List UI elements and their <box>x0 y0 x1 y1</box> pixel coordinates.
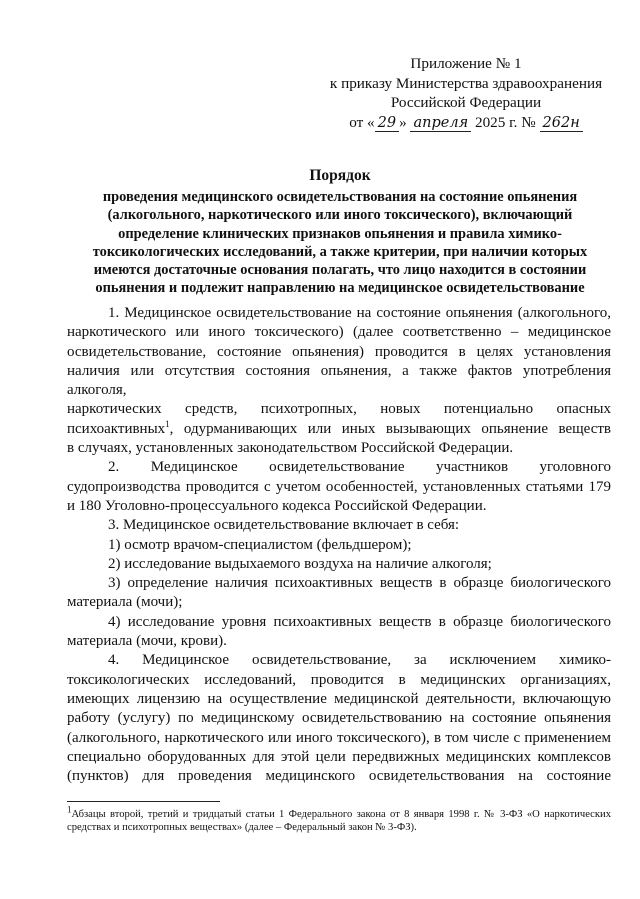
list-item-4-last-line: материала (мочи, крови). <box>67 633 227 650</box>
document-body <box>67 304 611 786</box>
appendix-number: Приложение № 1 <box>410 55 522 72</box>
title-line: имеются достаточные основания полагать, что лицо находится в состоянии <box>93 262 587 279</box>
appendix-date-line <box>320 113 612 133</box>
title-line: проведения медицинского освидетельствования на состояние опьянения <box>102 189 578 206</box>
paragraph-1-line-footnoted <box>67 420 611 439</box>
paragraph-4-line: (пунктов) для проведения медицинского освидетельствования на состояние <box>67 768 611 785</box>
paragraph-1-line: освидетельствование, состояние опьянения) проводится в целях установления <box>67 343 611 360</box>
paragraph-4-line: специально оборудованных для этой цели передвижных медицинских комплексов <box>67 748 611 765</box>
list-item-2: 2) исследование выдыхаемого воздуха на наличие алкоголя; <box>108 555 492 572</box>
list-item-3-last-line: материала (мочи); <box>67 594 183 611</box>
paragraph-1-continuation: , одурманивающих или иных вызывающих опьянение веществ <box>169 420 611 437</box>
title-line: определение клинических признаков опьянения и правила химико- <box>118 225 562 242</box>
paragraph-4-line: 4. Медицинское освидетельствование, за исключением химико- <box>108 652 611 669</box>
title-heading: Порядок <box>309 167 371 184</box>
footnote-number: 1 <box>67 804 72 815</box>
footnote-text: Абзацы второй, третий и тридцатый статьи 1 Федерального закона от 8 января 1998 г. № 3-ФЗ «О наркотических <box>71 809 611 820</box>
footnote-line: средствах и психотропных веществах» (далее – Федеральный закон № 3-ФЗ). <box>67 822 417 833</box>
handwritten-month: апреля <box>410 115 471 132</box>
appendix-order-ref: к приказу Министерства здравоохранения <box>329 74 603 92</box>
paragraph-2-line: 2. Медицинское освидетельствование участников уголовного <box>108 459 611 476</box>
footnoted-word: психоактивных <box>67 420 166 437</box>
paragraph-4-line: работу (услугу) по медицинскому освидетельствованию на состояние опьянения <box>67 710 611 727</box>
footnote-separator <box>67 801 220 802</box>
list-item-3-line: 3) определение наличия психоактивных веществ в образце биологического <box>108 575 611 592</box>
paragraph-3: 3. Медицинское освидетельствование включает в себя: <box>108 517 460 534</box>
title-line: опьянения и подлежит направлению на медицинское освидетельствование <box>95 280 585 297</box>
handwritten-day: 29 <box>375 115 399 132</box>
paragraph-2-line: судопроизводства проводится с учетом особенностей, установленных статьями 179 <box>67 478 611 495</box>
date-year: 2025 г. № <box>471 113 540 131</box>
title-line: (алкогольного, наркотического или иного токсического), включающий <box>107 207 573 224</box>
list-item-4-line: 4) исследование уровня психоактивных веществ в образце биологического <box>108 613 611 630</box>
paragraph-1-line: наркотического или иного токсического) (далее соответственно – медицинское <box>67 324 611 341</box>
title-line: токсикологических исследований, а также критерии, при наличии которых <box>92 243 588 260</box>
appendix-country: Российской Федерации <box>390 94 542 111</box>
footnote <box>67 804 611 834</box>
paragraph-1-last-line: в случаях, установленных законодательством Российской Федерации. <box>67 440 514 457</box>
date-mid: » <box>399 113 411 131</box>
list-item-1: 1) осмотр врачом-специалистом (фельдшером); <box>108 536 412 553</box>
paragraph-2-last-line: и 180 Уголовно-процессуального кодекса Российской Федерации. <box>67 497 487 514</box>
paragraph-1-line: 1. Медицинское освидетельствование на состояние опьянения (алкогольного, <box>108 305 611 321</box>
footnote-marker: 1 <box>165 418 170 429</box>
paragraph-4-line: токсикологических исследований, проводится в медицинских организациях, <box>67 671 611 688</box>
paragraph-1-line: наркотических средств, психотропных, новых потенциально опасных <box>67 401 611 418</box>
footnote-line <box>67 804 611 821</box>
paragraph-4-line: имеющих лицензию на осуществление медицинской деятельности, включающую <box>67 690 611 707</box>
paragraph-1-line: наличия или отсутствия состояния опьянения, а также фактов употребления алкоголя, <box>67 362 611 399</box>
appendix-header <box>320 54 612 132</box>
paragraph-4-line: (алкогольного, наркотического или иного токсического), в том числе с применением <box>67 729 611 746</box>
handwritten-order-number: 262н <box>540 115 583 132</box>
document-title <box>60 167 620 297</box>
date-prefix: от « <box>349 113 375 131</box>
